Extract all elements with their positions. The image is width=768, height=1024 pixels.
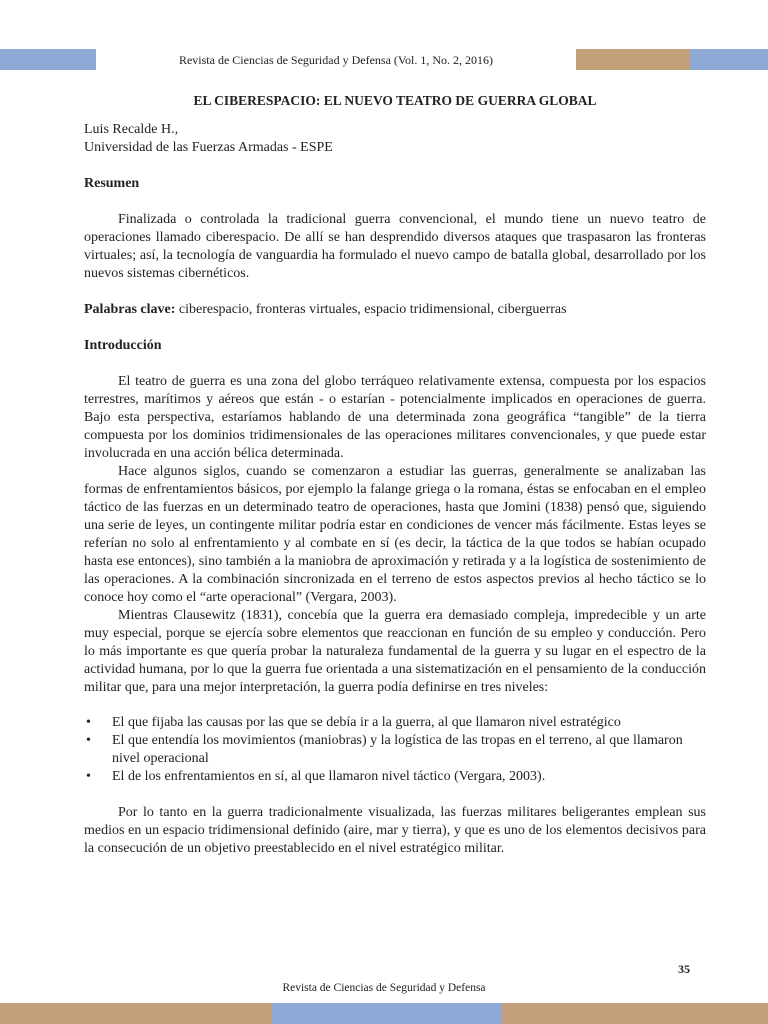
list-item-text: El que fijaba las causas por las que se debía ir a la guerra, al que llamaron nivel estratégico <box>112 715 621 730</box>
list-item <box>84 732 706 768</box>
keywords <box>84 301 706 319</box>
header-journal: Revista de Ciencias de Seguridad y Defensa (Vol. 1, No. 2, 2016) <box>178 53 494 67</box>
page-number: 35 <box>678 962 690 976</box>
footer-journal: Revista de Ciencias de Seguridad y Defensa <box>282 982 486 994</box>
list-item-text: El de los enfrentamientos en sí, al que llamaron nivel táctico (Vergara, 2003). <box>112 769 546 784</box>
bullet-icon: • <box>86 769 91 784</box>
footer-band-left <box>0 1003 272 1024</box>
footer-band <box>0 1003 768 1024</box>
intro-heading: Introducción <box>84 338 162 353</box>
header-band-tan <box>576 49 690 70</box>
intro-paragraph-4: Por lo tanto en la guerra tradicionalmente visualizada, las fuerzas militares beligerantes emplean sus medios en un espacio tridimensional definido (aire, mar y tierra), y que es uno de los elementos decisivos para la consecución de un objetivo preestablecido en el nivel estratégico militar. <box>84 805 706 856</box>
levels-list <box>84 714 706 786</box>
author-affiliation: Universidad de las Fuerzas Armadas - ESPE <box>84 140 333 155</box>
list-item <box>84 768 706 786</box>
footer-band-right <box>502 1003 768 1024</box>
article-body <box>84 92 706 858</box>
article-title: EL CIBERESPACIO: EL NUEVO TEATRO DE GUERRA GLOBAL <box>193 93 597 108</box>
list-item <box>84 714 706 732</box>
keywords-text: ciberespacio, fronteras virtuales, espacio tridimensional, ciberguerras <box>175 302 567 317</box>
bullet-icon: • <box>86 733 91 748</box>
list-item-text: El que entendía los movimientos (maniobras) y la logística de las tropas en el terreno, al que llamaron nivel operacional <box>112 733 683 766</box>
abstract-text: Finalizada o controlada la tradicional guerra convencional, el mundo tiene un nuevo teatro de operaciones llamado ciberespacio. De allí se han desprendido diversos ataques que traspasaron las fronteras virtuales; así, la tecnología de vanguardia ha formulado el nuevo campo de batalla global, desarrollado por los nuevos sistemas cibernéticos. <box>84 212 706 281</box>
intro-paragraph-1: El teatro de guerra es una zona del globo terráqueo relativamente extensa, compuesta por los espacios terrestres, marítimos y aéreos que están - o estarían - potencialmente implicados en operaciones de guerra. Bajo esta perspectiva, estaríamos hablando de una determinada zona geográfica “tangible” de la tierra compuesta por los dominios tridimensionales de las operaciones militares convencionales, y que puede estar involucrada en una acción bélica determinada. <box>84 374 706 461</box>
header-band-left <box>0 49 96 70</box>
footer-band-center <box>272 1003 502 1024</box>
intro-paragraph-2: Hace algunos siglos, cuando se comenzaron a estudiar las guerras, generalmente se analizaban las formas de enfrentamientos básicos, por ejemplo la falange griega o la romana, éstas se enfocaban en el empleo táctico de las fuerzas en un determinado teatro de operaciones, hasta que Jomini (1838) pensó que, siguiendo una serie de leyes, un contingente militar podría estar en condiciones de vencer más fácilmente. Estas leyes se referían no solo al enfrentamiento y al combate en sí (es decir, la táctica de la que todos se habían ocupado hasta ese entonces), sino también a la maniobra de aproximación y retirada y a la logística de sostenimiento de las operaciones. A la combinación sincronizada en el terreno de estos aspectos previos al hecho táctico se lo conoce hoy como el “arte operacional” (Vergara, 2003). <box>84 464 706 605</box>
bullet-icon: • <box>86 715 91 730</box>
keywords-label: Palabras clave: <box>84 302 176 317</box>
header-band-right <box>690 49 768 70</box>
abstract-heading: Resumen <box>84 176 140 191</box>
intro-paragraph-3: Mientras Clausewitz (1831), concebía que la guerra era demasiado compleja, impredecible y un arte muy especial, porque se ejercía sobre elementos que reaccionan en función de su empleo y conducción. Pero lo más importante es que quería probar la naturaleza fundamental de la guerra y su lugar en el espectro de la actividad humana, por lo que la guerra fue orientada a una sistematización en el pensamiento de la conducción militar que, para una mejor interpretación, la guerra podía definirse en tres niveles: <box>84 608 706 695</box>
author-block <box>84 121 706 157</box>
author-name: Luis Recalde H., <box>84 122 179 137</box>
